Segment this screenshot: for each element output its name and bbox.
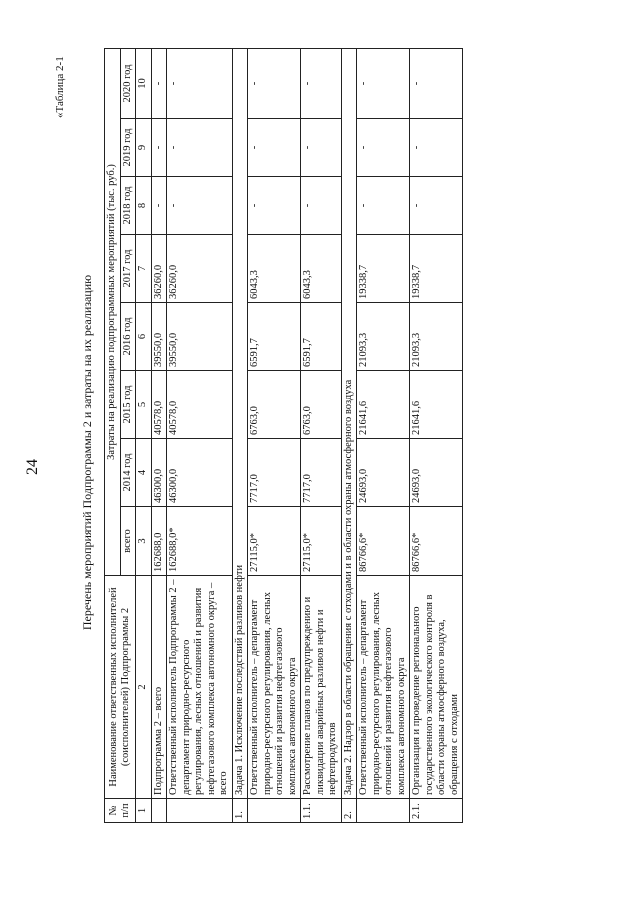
value-cell: 21093,3 (410, 303, 463, 371)
value-cell: 27115,0* (248, 507, 301, 576)
index-cell: 10 (136, 49, 152, 119)
header-year: 2017 год (120, 235, 136, 303)
value-cell: - (167, 177, 233, 235)
row-name: Ответственный исполнитель – департамент природно-ресурсного регулирования, лесных отношений и развития нефтегазового комплекса автономного округа (248, 576, 301, 799)
value-cell: - (151, 119, 167, 177)
index-cell: 3 (136, 507, 152, 576)
header-num: № п/п (105, 799, 136, 823)
value-cell: 46300,0 (167, 439, 233, 507)
value-cell: - (410, 119, 463, 177)
value-cell: - (151, 49, 167, 119)
value-cell: 6043,3 (248, 235, 301, 303)
value-cell: 6591,7 (248, 303, 301, 371)
row-num: 1.1. (301, 799, 342, 823)
value-cell: 36260,0 (151, 235, 167, 303)
value-cell: 6591,7 (301, 303, 342, 371)
value-cell: - (151, 177, 167, 235)
value-cell: 162688,0* (167, 507, 233, 576)
document-title: Перечень мероприятий Подпрограммы 2 и затраты на их реализацию (80, 274, 94, 631)
value-cell: 46300,0 (151, 439, 167, 507)
value-cell: 19338,7 (410, 235, 463, 303)
header-year: 2016 год (120, 303, 136, 371)
header-year: 2020 год (120, 49, 136, 119)
row-num: 2.1. (410, 799, 463, 823)
page-number: 24 (24, 459, 41, 475)
index-row (136, 49, 152, 823)
table-label: «Таблица 2-1 (54, 56, 66, 118)
value-cell: - (248, 119, 301, 177)
value-cell: - (410, 49, 463, 119)
row-name: Ответственный исполнитель Подпрограммы 2 – департамент природно-ресурсного регулирования, лесных отношений и развития нефтегазового комплекса автономного округа – всего (167, 576, 233, 799)
table-row (301, 49, 342, 823)
value-cell: 39550,0 (151, 303, 167, 371)
index-cell: 8 (136, 177, 152, 235)
value-cell: - (357, 49, 410, 119)
table-row (248, 49, 301, 823)
header-year: 2018 год (120, 177, 136, 235)
value-cell: 24693,0 (357, 439, 410, 507)
value-cell: 21641,6 (410, 371, 463, 439)
value-cell: 86766,6* (410, 507, 463, 576)
header-year: 2014 год (120, 439, 136, 507)
section-title: Задача 2. Надзор в области обращения с отходами и в области охраны атмосферного воздуха (341, 49, 357, 799)
section-title: Задача 1. Исключение последствий разливов нефти (232, 49, 248, 799)
value-cell: 162688,0 (151, 507, 167, 576)
value-cell: 19338,7 (357, 235, 410, 303)
value-cell: 27115,0* (301, 507, 342, 576)
header-costs: Затраты на реализацию подпрограммных мероприятий (тыс. руб.) (105, 49, 121, 576)
index-cell: 5 (136, 371, 152, 439)
index-cell: 1 (136, 799, 152, 823)
value-cell: 7717,0 (248, 439, 301, 507)
value-cell: - (167, 119, 233, 177)
value-cell: 21641,6 (357, 371, 410, 439)
header-total: всего (120, 507, 136, 576)
row-num (151, 799, 167, 823)
value-cell: 86766,6* (357, 507, 410, 576)
header-name: Наименование ответственных исполнителей (соисполнителей) Подпрограммы 2 (105, 576, 136, 799)
value-cell: 40578,0 (151, 371, 167, 439)
table-row (357, 49, 410, 823)
header-year: 2019 год (120, 119, 136, 177)
row-name: Ответственный исполнитель – департамент природно-ресурсного регулирования, лесных отношений и развития нефтегазового комплекса автономного округа (357, 576, 410, 799)
row-name: Рассмотрение планов по предупреждению и ликвидации аварийных разливов нефти и нефтепродуктов (301, 576, 342, 799)
table-row (151, 49, 167, 823)
row-num (248, 799, 301, 823)
value-cell: - (248, 49, 301, 119)
index-cell: 6 (136, 303, 152, 371)
value-cell: 7717,0 (301, 439, 342, 507)
value-cell: 24693,0 (410, 439, 463, 507)
value-cell: 6763,0 (248, 371, 301, 439)
index-cell: 4 (136, 439, 152, 507)
row-num: 1. (232, 799, 248, 823)
value-cell: - (301, 119, 342, 177)
value-cell: 21093,3 (357, 303, 410, 371)
value-cell: 40578,0 (167, 371, 233, 439)
table-row (410, 49, 463, 823)
value-cell: 6043,3 (301, 235, 342, 303)
table-row (167, 49, 233, 823)
index-cell: 9 (136, 119, 152, 177)
value-cell: - (410, 177, 463, 235)
value-cell: 6763,0 (301, 371, 342, 439)
row-name: Организация и проведение регионального государственного экологического контроля в области охраны атмосферного воздуха, обращения с отходами (410, 576, 463, 799)
row-name: Подпрограмма 2 – всего (151, 576, 167, 799)
row-num: 2. (341, 799, 357, 823)
index-cell: 2 (136, 576, 152, 799)
row-num (357, 799, 410, 823)
value-cell: - (357, 119, 410, 177)
index-cell: 7 (136, 235, 152, 303)
value-cell: - (357, 177, 410, 235)
value-cell: 39550,0 (167, 303, 233, 371)
section-row (341, 49, 357, 823)
value-cell: 36260,0 (167, 235, 233, 303)
value-cell: - (301, 177, 342, 235)
section-row (232, 49, 248, 823)
row-num (167, 799, 233, 823)
value-cell: - (248, 177, 301, 235)
value-cell: - (167, 49, 233, 119)
value-cell: - (301, 49, 342, 119)
header-year: 2015 год (120, 371, 136, 439)
measures-table (104, 48, 463, 823)
